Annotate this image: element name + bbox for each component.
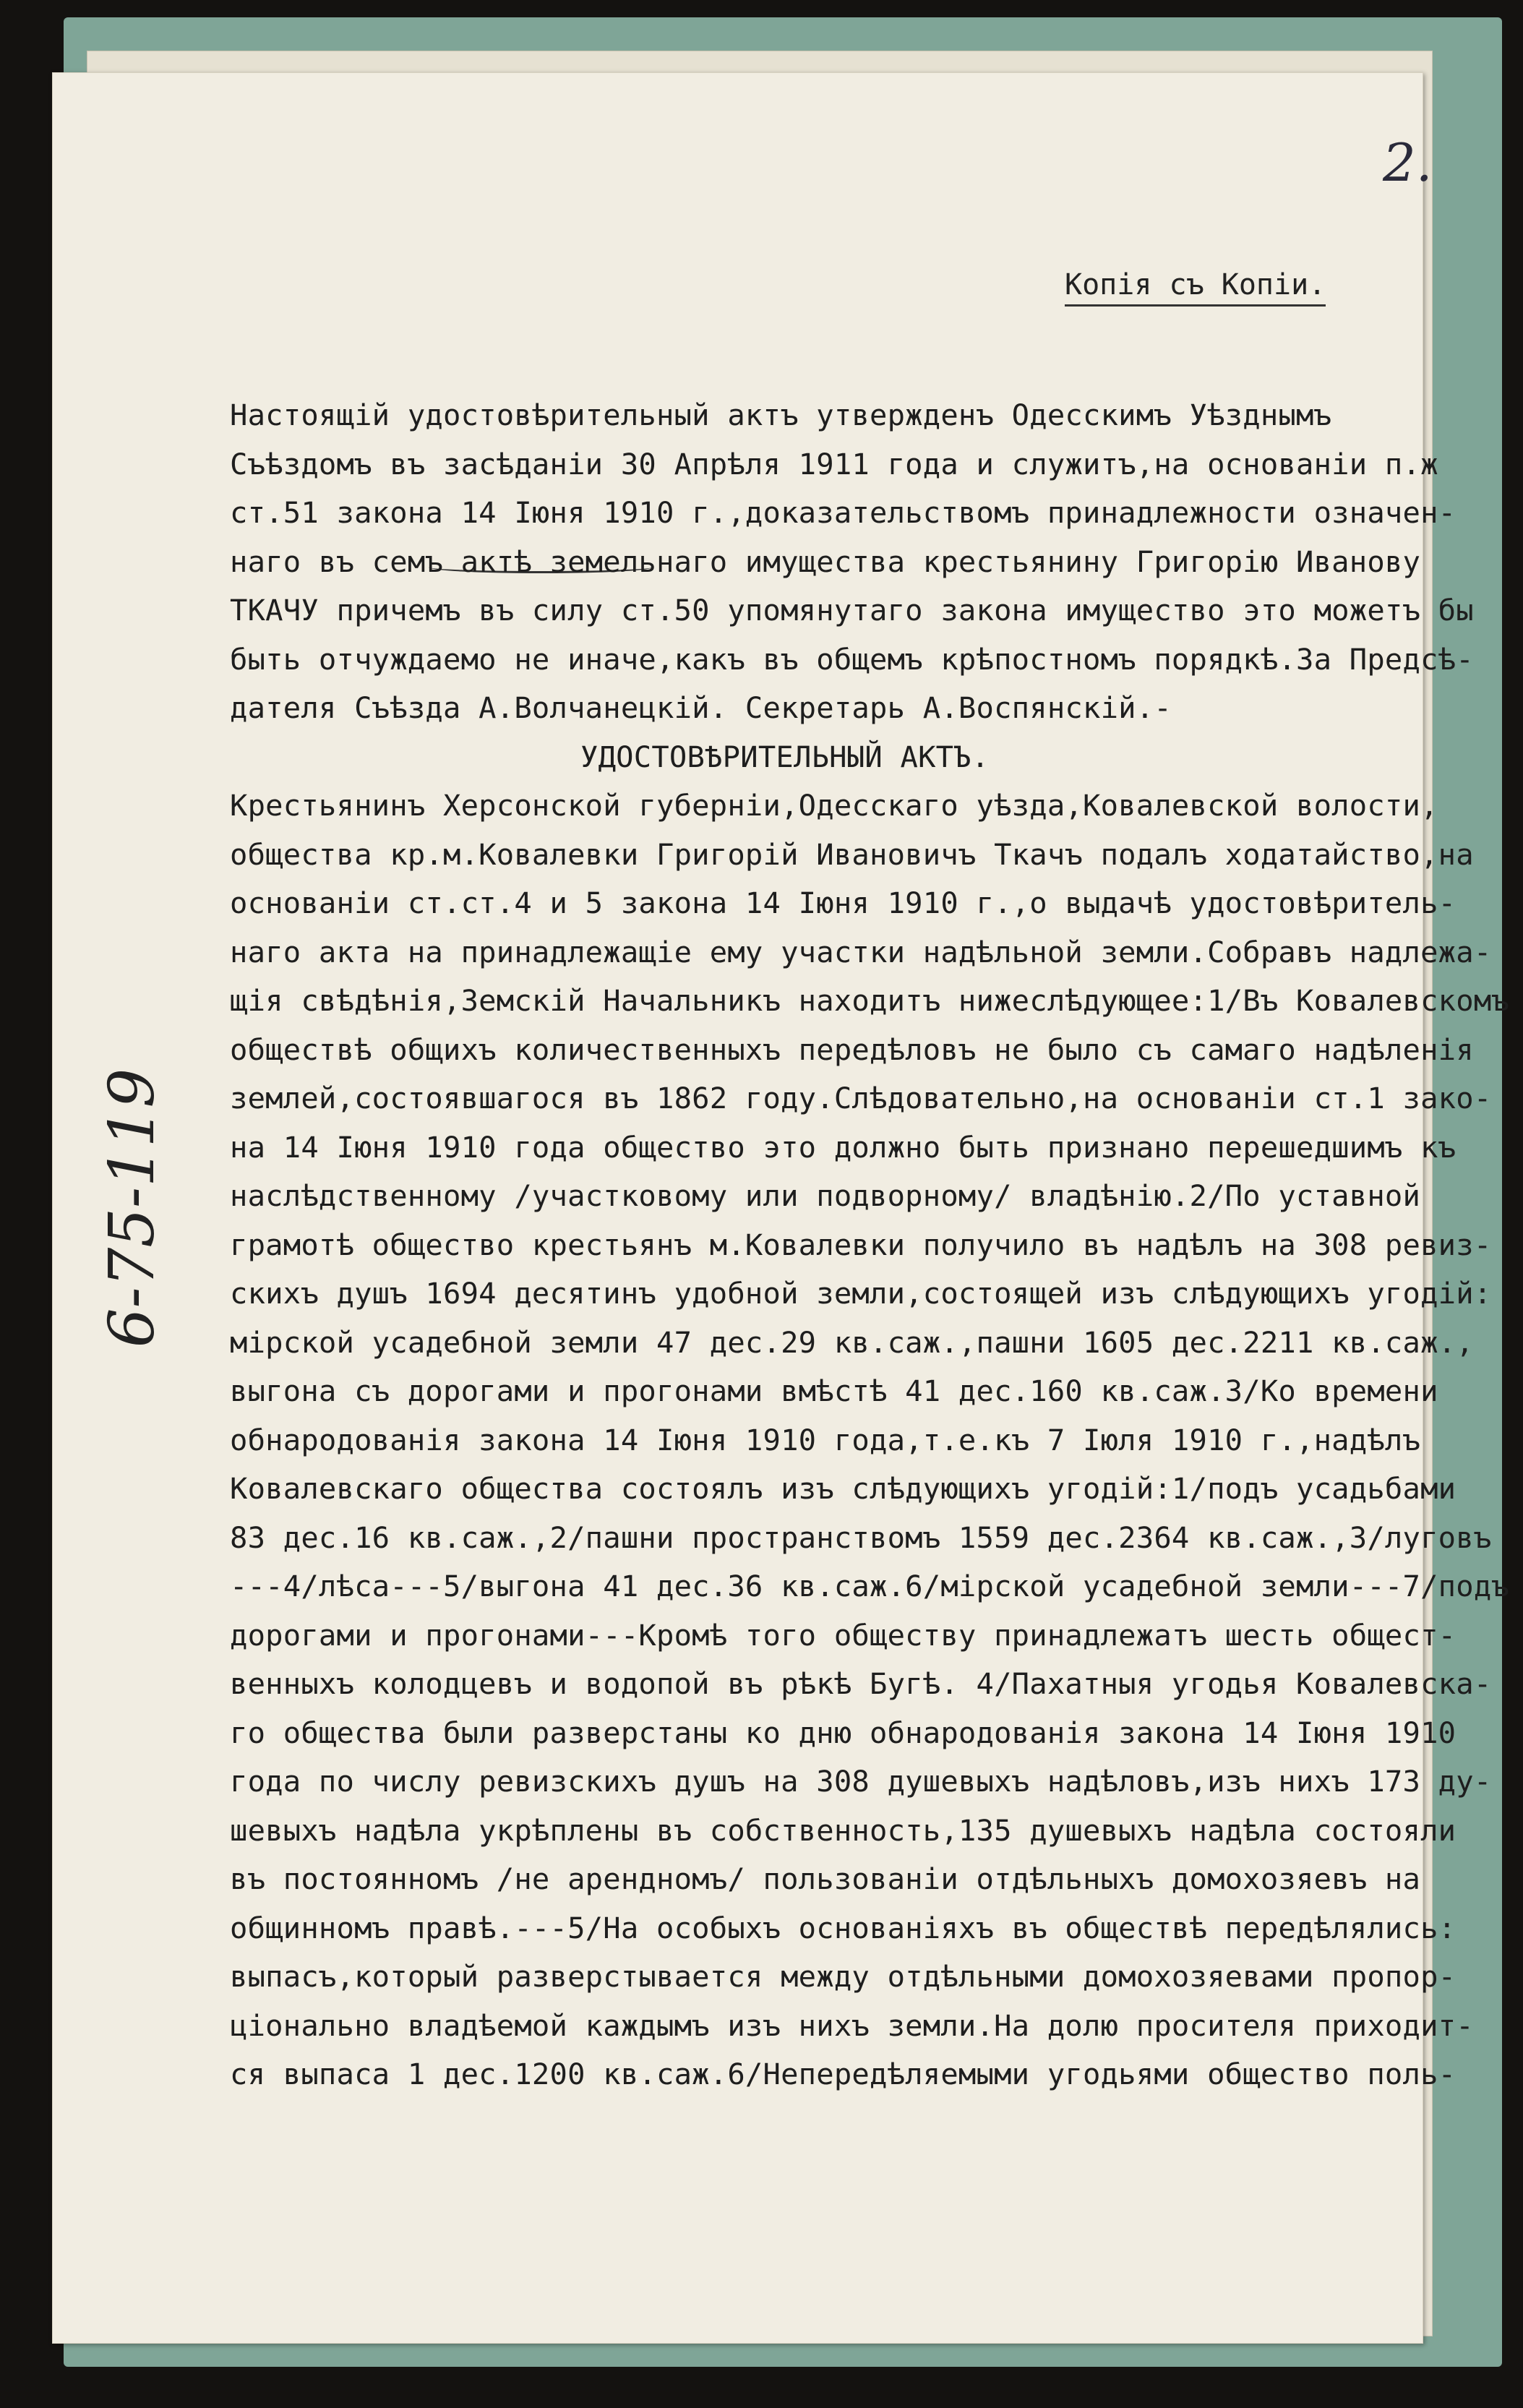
text-line: 83 дес.16 кв.саж.,2/пашни пространствомъ 1559 дес.2364 кв.саж.,3/луговъ [230,1520,1492,1555]
text-line: основаніи ст.ст.4 и 5 закона 14 Іюня 1910 г.,о выдачѣ удостовѣритель- [230,886,1456,920]
document-page [52,72,1509,2344]
text-line: ст.51 закона 14 Іюня 1910 г.,доказательствомъ принадлежности означен- [230,495,1456,530]
page-number: 2. [1383,132,1433,193]
text-line: общинномъ правѣ.---5/На особыхъ основаніяхъ въ обществѣ передѣлялись: [230,1910,1456,1945]
text-line: ---4/лѣса---5/выгона 41 дес.36 кв.саж.6/мірской усадебной земли---7/подъ [230,1569,1509,1603]
text-line: ціонально владѣемой каждымъ изъ нихъ земли.На долю просителя приходит- [230,2008,1474,2043]
copy-header: Копія съ Копіи. [1065,268,1326,307]
text-line: на 14 Іюня 1910 года общество это должно быть признано перешедшимъ къ [230,1129,1456,1165]
text-line: дорогами и прогонами---Кромѣ того обществу принадлежатъ шесть общест- [230,1617,1456,1653]
text-line: дателя Съѣзда А.Волчанецкій. Секретарь А.Воспянскій.- [230,690,1172,725]
text-line: Настоящій удостовѣрительный актъ утвержденъ Одесскимъ Уѣзднымъ [230,398,1332,432]
text-line: обществѣ общихъ количественныхъ передѣловъ не было съ самаго надѣленія [230,1032,1474,1067]
text-line: грамотѣ общество крестьянъ м.Ковалевки получило въ надѣлъ на 308 ревиз- [230,1227,1492,1262]
text-line: наслѣдственному /участковому или подворному/ владѣнію.2/По уставной [230,1178,1421,1213]
section-heading: УДОСТОВѢРИТЕЛЬНЫЙ АКТЪ. [580,739,990,774]
text-line: щія свѣдѣнія,Земскій Начальникъ находитъ нижеслѣдующее:1/Въ Ковалевскомъ [230,983,1509,1018]
text-line: ТКАЧУ причемъ въ силу ст.50 упомянутаго закона имущество это можетъ бы [230,593,1474,627]
text-line: венныхъ колодцевъ и водопой въ рѣкѣ Бугѣ. 4/Пахатныя угодья Ковалевска- [230,1666,1492,1701]
text-line: мірской усадебной земли 47 дес.29 кв.саж.,пашни 1605 дес.2211 кв.саж., [230,1324,1474,1360]
text-line: скихъ душъ 1694 десятинъ удобной земли,состоящей изъ слѣдующихъ угодій: [230,1276,1492,1311]
text-line: го общества были разверстаны ко дню обнародованія закона 14 Іюня 1910 [230,1715,1456,1750]
text-line: наго акта на принадлежащіе ему участки надѣльной земли.Собравъ надлежа- [230,934,1492,969]
text-line: ся выпаса 1 дес.1200 кв.саж.6/Непередѣляемыми угодьями общество поль- [230,2057,1456,2091]
text-line: быть отчуждаемо не иначе,какъ въ общемъ крѣпостномъ порядкѣ.За Предсѣ- [230,641,1474,677]
text-line: Ковалевскаго общества состоялъ изъ слѣдующихъ угодій:1/подъ усадьбами [230,1471,1456,1506]
document-body [230,391,1509,2099]
text-line: выпасъ,который разверстывается между отдѣльными домохозяевами пропор- [230,1959,1456,1994]
text-line: въ постоянномъ /не арендномъ/ пользованіи отдѣльныхъ домохозяевъ на [230,1861,1421,1896]
text-line: обнародованія закона 14 Іюня 1910 года,т.е.къ 7 Іюля 1910 г.,надѣлъ [230,1422,1421,1457]
text-line: землей,состоявшагося въ 1862 году.Слѣдовательно,на основаніи ст.1 зако- [230,1081,1492,1115]
text-line: наго въ семъ актѣ земельнаго имущества крестьянину Григорію Иванову [230,544,1421,579]
text-line: Крестьянинъ Херсонской губерніи,Одесскаго уѣзда,Ковалевской волости, [230,788,1438,823]
text-line: года по числу ревизскихъ душъ на 308 душевыхъ надѣловъ,изъ нихъ 173 ду- [230,1764,1492,1799]
text-line: Съѣздомъ въ засѣданіи 30 Апрѣля 1911 года и служитъ,на основаніи п.ж [230,446,1438,481]
text-line: общества кр.м.Ковалевки Григорій Ивановичъ Ткачъ подалъ ходатайство,на [230,836,1474,872]
text-line: выгона съ дорогами и прогонами вмѣстѣ 41 дес.160 кв.саж.3/Ко времени [230,1374,1438,1408]
text-line: шевыхъ надѣла укрѣплены въ собственность,135 душевыхъ надѣла состояли [230,1812,1456,1848]
archive-code-annotation: 6-75-119 [96,1068,168,1348]
